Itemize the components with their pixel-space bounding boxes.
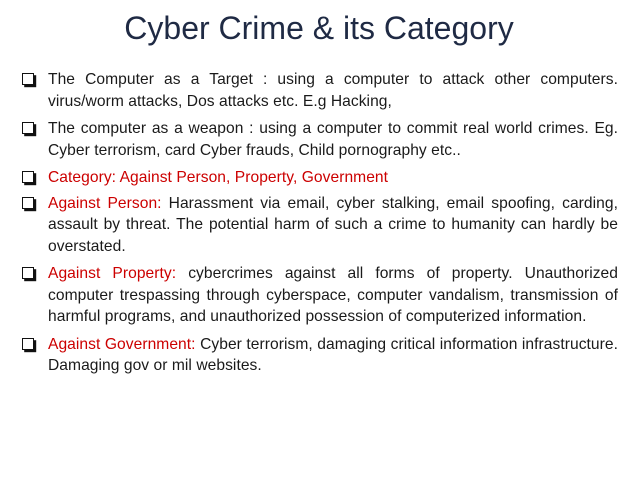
- hollow-square-bullet-icon: [22, 122, 34, 134]
- slide-title: Cyber Crime & its Category: [124, 10, 514, 46]
- bullet-against-government: [22, 334, 618, 377]
- hollow-square-bullet-icon: [22, 197, 34, 209]
- bullet-computer-as-target: [22, 69, 618, 112]
- hollow-square-bullet-icon: [22, 73, 34, 85]
- bullet-against-person: [22, 193, 618, 258]
- hollow-square-bullet-icon: [22, 267, 34, 279]
- bullet-text: The Computer as a Target : using a computer to attack other computers. virus/worm attacks, Dos attacks etc. E.g Hacking,: [48, 71, 618, 110]
- bullet-text: cybercrimes against all forms of property. Unauthorized computer trespassing through cyberspace, computer vandalism, transmission of harmful programs, and unauthorized possession of computerized information.: [48, 265, 618, 325]
- bullet-computer-as-weapon: [22, 118, 618, 161]
- bullet-label: Against Property:: [48, 265, 177, 282]
- bullet-label: Against Government:: [48, 335, 196, 353]
- bullet-against-property: [22, 263, 618, 328]
- bullet-text: Harassment via email, cyber stalking, email spoofing, carding, assault by threat. The potential harm of such a crime to humanity can hardly be overstated.: [48, 194, 618, 255]
- bullet-list: [22, 69, 618, 383]
- bullet-text: The computer as a weapon : using a computer to commit real world crimes. Eg. Cyber terrorism, card Cyber frauds, Child pornography etc..: [48, 120, 618, 159]
- bullet-label: Category: Against Person, Property, Government: [48, 169, 389, 186]
- hollow-square-bullet-icon: [22, 171, 34, 183]
- bullet-label: Against Person:: [48, 194, 162, 212]
- bullet-category: [22, 167, 618, 189]
- hollow-square-bullet-icon: [22, 338, 34, 350]
- bullet-text: Cyber terrorism, damaging critical information infrastructure. Damaging gov or mil websites.: [48, 335, 618, 374]
